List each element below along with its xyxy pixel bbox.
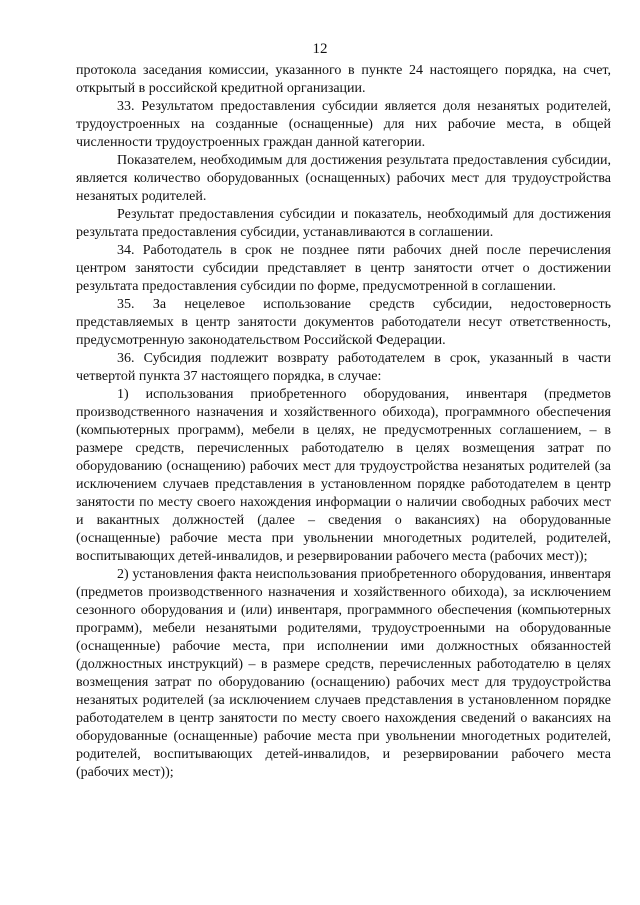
- paragraph-indicator: Показателем, необходимым для достижения результата предоставления субсидии, является количество оборудованных (оснащенных) рабочих мест для трудоустройства незанятых родителей.: [76, 153, 611, 204]
- list-item-2: 2) установления факта неиспользования приобретенного оборудования, инвентаря (предметов производственного назначения и хозяйственного обихода), за исключением сезонного оборудования и (или) инвентаря, программного обеспечения (компьютерных программ), мебели незанятыми родителями, трудоустроенными на оборудованные (оснащенные) рабочие места, при исполнении ими должностных обязанностей (должностных инструкций) – в размере средств, перечисленных работодателю в целях возмещения затрат по оборудованию (оснащению) рабочих мест для трудоустройства незанятых родителей (за исключением случаев представления в установленном порядке работодателем в центр занятости по месту своего нахождения сведений о вакансиях на оборудованные (оснащенные) рабочие места при увольнении многодетных родителей, родителей, воспитывающих детей-инвалидов, и резервировании рабочего места (рабочих мест));: [76, 567, 611, 780]
- paragraph-34: 34. Работодатель в срок не позднее пяти рабочих дней после перечисления центром занятости субсидии представляет в центр занятости отчет о достижении результата предоставления субсидии по форме, предусмотренной в соглашении.: [76, 243, 611, 294]
- paragraph-35: 35. За нецелевое использование средств субсидии, недостоверность представляемых в центр занятости документов работодатели несут ответственность, предусмотренную законодательством Российской Федерации.: [76, 297, 611, 348]
- paragraph-agreement: Результат предоставления субсидии и показатель, необходимый для достижения результата предоставления субсидии, устанавливаются в соглашении.: [76, 207, 611, 240]
- paragraph-36: 36. Субсидия подлежит возврату работодателем в срок, указанный в части четвертой пункта 37 настоящего порядка, в случае:: [76, 351, 611, 384]
- document-body: [76, 62, 611, 782]
- list-item-1: 1) использования приобретенного оборудования, инвентаря (предметов производственного назначения и хозяйственного обихода), программного обеспечения (компьютерных программ), мебели в целях, не предусмотренных соглашением, – в размере средств, перечисленных работодателю в целях возмещения затрат по оборудованию (оснащению) рабочих мест для трудоустройства незанятых родителей (за исключением случаев представления в установленном порядке работодателем в центр занятости по месту своего нахождения информации о наличии свободных рабочих мест и вакантных должностей (далее – сведения о вакансиях) на оборудованные (оснащенные) рабочие места при увольнении многодетных родителей, родителей, воспитывающих детей-инвалидов, и резервировании рабочего места (рабочих мест));: [76, 387, 611, 564]
- paragraph-continuation: протокола заседания комиссии, указанного в пункте 24 настоящего порядка, на счет, открытый в российской кредитной организации.: [76, 63, 611, 96]
- page-number: 12: [312, 41, 328, 57]
- paragraph-33: 33. Результатом предоставления субсидии является доля незанятых родителей, трудоустроенных на созданные (оснащенные) для них рабочие места, в общей численности трудоустроенных граждан данной категории.: [76, 99, 611, 150]
